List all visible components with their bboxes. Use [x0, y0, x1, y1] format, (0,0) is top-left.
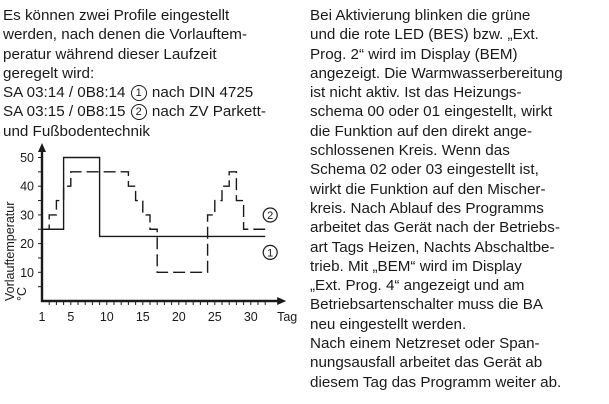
x-tick-label: 1 — [38, 310, 46, 324]
text-line: arbeitet das Gerät nach der Betriebs- — [310, 219, 560, 237]
y-tick-label: 20 — [20, 237, 34, 252]
text-line: schema 00 oder 01 eingestellt, wirkt — [310, 103, 553, 121]
y-tick-label: 10 — [20, 265, 34, 280]
legend-marker-2: 2 — [267, 210, 274, 223]
temperature-profile-chart — [0, 140, 300, 340]
x-axis-label: Tag — [277, 310, 298, 324]
text-line: schlossenen Kreis. Wenn das — [310, 142, 510, 160]
y-tick-label: 40 — [20, 179, 34, 194]
text-line: wirkt die Funktion auf den Mischer- — [310, 180, 546, 198]
x-tick-label: 30 — [243, 310, 258, 324]
x-tick-label: 25 — [207, 310, 222, 324]
text-line: Betriebsartenschalter muss die BA — [310, 296, 543, 314]
text-line: werden, nach denen die Vorlauftem- — [3, 26, 248, 44]
text-line: und Fußbodentechnik — [3, 122, 150, 140]
profile-code: SA 03:14 / 0B8:14 — [3, 84, 126, 102]
circled-number-1-icon: 1 — [131, 85, 147, 101]
x-tick-label: 20 — [171, 310, 186, 324]
text-line: Schema 02 oder 03 eingestellt ist, — [310, 161, 539, 179]
text-line: ist nicht aktiv. Ist das Heizungs- — [310, 84, 522, 102]
y-axis-unit-label: °C — [15, 286, 29, 301]
y-axis-label: Vorlauftemperatur — [3, 201, 17, 301]
text-line: art Tags Heizen, Nachts Abschaltbe- — [310, 238, 555, 256]
chart-labels — [3, 151, 297, 324]
text-line: geregelt wird: — [3, 64, 95, 82]
x-tick-label: 5 — [67, 310, 75, 324]
text-line: peratur während dieser Laufzeit — [3, 45, 217, 63]
x-axis-arrow-icon — [277, 297, 286, 305]
x-tick-label: 10 — [99, 310, 114, 324]
chart-axes — [38, 143, 286, 305]
text-line: kreis. Nach Ablauf des Programms — [310, 199, 544, 217]
right-text-column — [310, 6, 608, 392]
profile-desc: nach ZV Parkett- — [151, 103, 266, 121]
series-2-line — [42, 172, 265, 272]
series-1-line — [42, 158, 265, 237]
text-line: angezeigt. Die Warmwasserbereitung — [310, 64, 563, 82]
text-line: diesem Tag das Programm weiter ab. — [310, 373, 562, 391]
text-line: Prog. 2“ wird im Display (BEM) — [310, 45, 518, 63]
x-tick-label: 15 — [135, 310, 150, 324]
y-axis-arrow-icon — [38, 143, 46, 152]
profile-1-line — [3, 83, 303, 102]
circled-number-2-icon: 2 — [131, 104, 147, 120]
y-tick-label: 50 — [20, 151, 34, 165]
text-line: Nach einem Netzreset oder Span- — [310, 335, 540, 353]
text-line: Es können zwei Profile eingestellt — [3, 7, 230, 24]
text-line: nungsausfall arbeitet das Gerät ab — [310, 354, 543, 372]
profile-desc: nach DIN 4725 — [151, 84, 254, 102]
text-line: neu eingestellt werden. — [310, 315, 467, 333]
text-line: trieb. Mit „BEM“ wird im Display — [310, 257, 522, 275]
profile-code: SA 03:15 / 0B8:15 — [3, 103, 126, 121]
text-line: „Ext. Prog. 4“ angezeigt und am — [310, 277, 525, 295]
chart-series — [42, 158, 265, 273]
text-line: Bei Aktivierung blinken die grüne — [310, 7, 531, 24]
text-line: und die rote LED (BES) bzw. „Ext. — [310, 26, 539, 44]
text-line: die Funktion auf den direkt ange- — [310, 122, 533, 140]
legend-marker-1: 1 — [267, 247, 274, 260]
left-text-column — [3, 6, 303, 141]
y-tick-label: 30 — [20, 208, 34, 223]
profile-2-line — [3, 102, 303, 121]
